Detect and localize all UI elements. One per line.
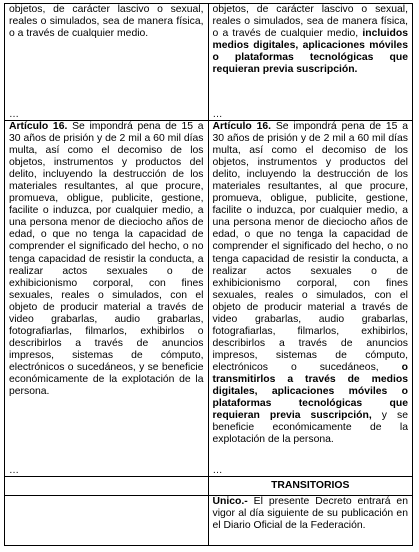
table-row [5, 4, 412, 121]
proposed-text-cell [209, 4, 413, 120]
proposed-text-bold: incluidos medios digitales, aplicaciones móviles o plataformas tecnológicas que requieran previa suscripción. [212, 28, 408, 76]
current-text: objetos, de carácter lascivo o sexual, reales o simulados, sea de manera física, o a través de cualquier medio. [9, 4, 204, 40]
proposed-article [213, 121, 409, 446]
current-article-cell [5, 121, 209, 476]
empty-cell [5, 496, 209, 545]
table-row [5, 121, 412, 477]
table-row [5, 477, 412, 496]
transitorios-cell [209, 477, 413, 495]
proposed-text-plain: objetos, de carácter lascivo o sexual, reales o simulados, sea de manera física, o a través de cualquier medio, [212, 4, 408, 40]
current-article [9, 121, 204, 398]
ellipsis: … [212, 109, 223, 120]
table-row [5, 496, 412, 545]
article-body: Se impondrá pena de 15 a 30 años de prisión y de 2 mil a 60 mil días multa, así como el decomiso de los objetos, instrumentos y productos del delito, incluyendo la destrucción de los materiales resultantes, al que procure, promueva, obligue, publicite, gestione, facilite o induzca, por cualquier medio, a una persona menor de dieciocho años de edad, o que no tenga la capacidad de comprender el significado del hecho, o no tenga capacidad de resistir la conducta, a realizar actos sexuales o de exhibicionismo corporal, con fines sexuales, reales o simulados, con el objeto de producir material a través de video grabarlas, audio grabarlas, fotografiarlas, filmarlos, exhibirlos, describirlos a través de anuncios impresos, sistemas de cómputo, electrónicos o sucedáneos, [212, 121, 409, 373]
ellipsis: … [9, 465, 19, 476]
ellipsis: … [212, 465, 223, 476]
current-text-cell [5, 4, 209, 120]
transitorios-heading: TRANSITORIOS [271, 480, 350, 491]
unico-text [213, 496, 409, 532]
proposed-text [213, 4, 409, 76]
article-added-bold: o transmitirlos a través de medios digitales, aplicaciones móviles o plataformas tecnológicas que requieran previa suscripción, [212, 361, 409, 422]
proposed-article-cell [209, 121, 413, 476]
unico-body: El presente Decreto entrará en vigor al día siguiente de su publicación en el Diario Oficial de la Federación. [212, 496, 408, 532]
article-body: Se impondrá pena de 15 a 30 años de prisión y de 2 mil a 60 mil días multa, así como el decomiso de los objetos, instrumentos y productos del delito, incluyendo la destrucción de los materiales resultantes, al que procure, promueva, obligue, publicite, gestione, facilite o induzca, por cualquier medio, a una persona menor de dieciocho años de edad, o que no tenga la capacidad de comprender el significado del hecho, o no tenga capacidad de resistir la conducta, a realizar actos sexuales o de exhibicionismo corporal, con fines sexuales, reales o simulados, con el objeto de producir material a través de video grabarlas, audio grabarlas, fotografiarlas, filmarlos, exhibirlos o describirlos a través de anuncios impresos, sistemas de cómputo, electrónicos o sucedáneos, y se beneficie económicamente de la explotación de la persona. [9, 121, 204, 398]
article-heading: Artículo 16. [9, 121, 68, 132]
article-heading: Artículo 16. [212, 121, 272, 132]
empty-cell [5, 477, 209, 495]
ellipsis: … [9, 109, 19, 120]
unico-cell [209, 496, 413, 545]
unico-label: Único.- [212, 496, 248, 507]
comparison-table [4, 3, 413, 546]
article-body-end: y se beneficie económicamente de la explotación de la persona. [212, 410, 408, 446]
